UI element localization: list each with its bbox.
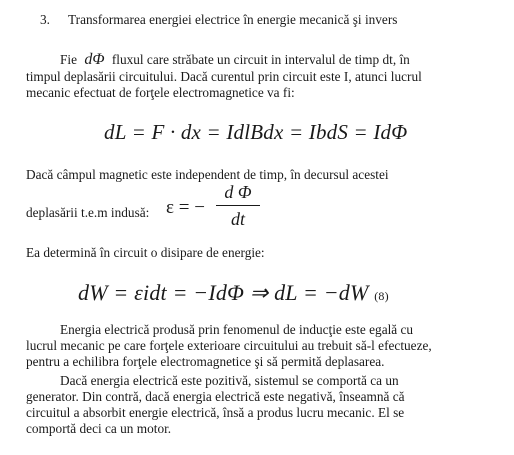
equation-energy-expr: dW = εidt = −IdΦ ⇒ dL = −dW <box>78 280 369 305</box>
paragraph-5-line-3: circuitul a absorbit energie electrică, însă a produs lucru mecanic. El se <box>26 405 405 420</box>
fraction-denominator: dt <box>230 209 245 229</box>
paragraph-1-line-2: timpul deplasării circuitului. Dacă curentul prin circuit este I, atunci lucrul <box>26 69 422 84</box>
section-heading <box>40 12 397 27</box>
paragraph-4-line-1: Energia electrică produsă prin fenomenul de inducţie este egală cu <box>60 322 414 337</box>
section-title: Transformarea energiei electrice în energie mecanică şi invers <box>68 12 398 27</box>
paragraph-2-line-1: Dacă câmpul magnetic este independent de timp, în decursul acestei <box>26 167 389 182</box>
paragraph-4-line-3: pentru a echilibra forţele electromagnetice şi să permită deplasarea. <box>26 354 385 369</box>
paragraph-5-line-1: Dacă energia electrică este pozitivă, sistemul se comportă ca un <box>60 373 399 388</box>
equation-work: dL = F · dx = IdlBdx = IbdS = IdΦ <box>104 120 408 144</box>
paragraph-1-line-1: Fie dΦ fluxul care străbate un circuit in intervalul de timp dt, în <box>60 51 410 68</box>
equation-tag: (8) <box>374 289 389 303</box>
paragraph-4-line-2: lucrul mecanic pe care forţele exterioare circuitului au trebuit să-l efectueze, <box>26 338 432 353</box>
section-number: 3. <box>40 12 50 27</box>
equation-energy <box>78 280 389 306</box>
paragraph-2-line-2: deplasării t.e.m indusă: <box>26 205 150 220</box>
emf-lhs: ε = − <box>166 197 205 218</box>
paragraph-5-line-2: generator. Din contră, dacă energia electrică este negativă, înseamnă că <box>26 389 405 404</box>
fraction-bar <box>216 205 260 206</box>
paragraph-3: Ea determină în circuit o disipare de energie: <box>26 245 265 260</box>
fraction-numerator: d Φ <box>224 182 252 202</box>
paragraph-5-line-4: comportă deci ca un motor. <box>26 421 172 436</box>
flux-symbol: dΦ <box>84 51 105 68</box>
paragraph-1-line-3: mecanic efectuat de forţele electromagnetice va fi: <box>26 85 295 100</box>
